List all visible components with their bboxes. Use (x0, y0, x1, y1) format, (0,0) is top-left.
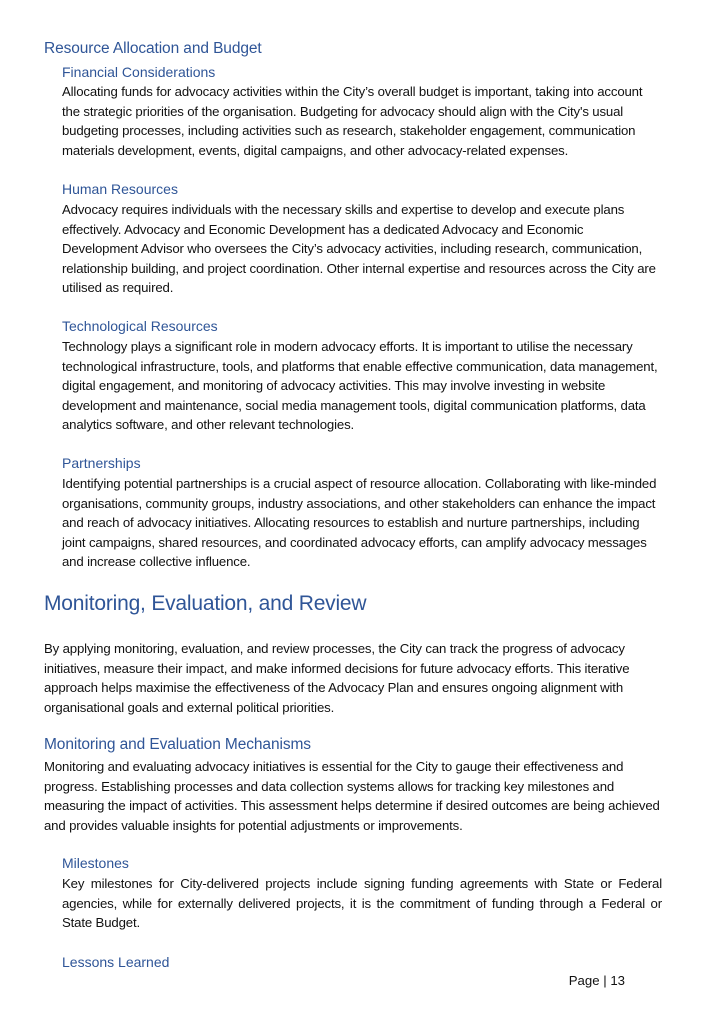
subheading-technological-resources: Technological Resources (62, 318, 218, 334)
subheading-milestones: Milestones (62, 855, 129, 871)
subheading-human-resources: Human Resources (62, 181, 178, 197)
paragraph-milestones: Key milestones for City-delivered projects include signing funding agreements with State or Federal agencies, while for externally delivered projects, it is the commitment of funding through a Federal or State Budget. (62, 876, 662, 930)
page-number: Page | 13 (568, 973, 625, 988)
section-heading-resource-allocation: Resource Allocation and Budget (44, 40, 262, 57)
paragraph-partnerships: Identifying potential partnerships is a crucial aspect of resource allocation. Collaborating with like-minded organisations, community groups, industry associations, and other stakeholders can enhance the impact and reach of advocacy initiatives. Allocating resources to establish and nurture partnerships, including joint campaigns, shared resources, and coordinated advocacy efforts, can amplify advocacy messages and increase collective influence. (62, 476, 657, 569)
section-heading-monitoring: Monitoring, Evaluation, and Review (44, 592, 367, 615)
subheading-financial-considerations: Financial Considerations (62, 64, 216, 80)
subheading-lessons-learned: Lessons Learned (62, 954, 170, 970)
paragraph-monitoring-intro: By applying monitoring, evaluation, and review processes, the City can track the progress of advocacy initiatives, measure their impact, and make informed decisions for future advocacy efforts. This iterative approach helps maximise the effectiveness of the Advocacy Plan and ensures ongoing alignment with organisational goals and external political priorities. (44, 641, 630, 715)
paragraph-financial-considerations: Allocating funds for advocacy activities within the City’s overall budget is important, taking into account the strategic priorities of the organisation. Budgeting for advocacy should align with the City's usual budgeting processes, including activities such as research, stakeholder engagement, communication materials development, events, digital campaigns, and other advocacy-related expenses. (62, 84, 643, 158)
subheading-partnerships: Partnerships (62, 455, 141, 471)
paragraph-human-resources: Advocacy requires individuals with the necessary skills and expertise to develop and execute plans effectively. Advocacy and Economic Development has a dedicated Advocacy and Economic Development Advisor who oversees the City’s advocacy activities, including research, communication, relationship building, and project coordination. Other internal expertise and resources across the City are utilised as required. (62, 202, 656, 295)
paragraph-technological-resources: Technology plays a significant role in modern advocacy efforts. It is important to utilise the necessary technological infrastructure, tools, and platforms that enable effective communication, data management, digital engagement, and monitoring of advocacy activities. This may involve investing in website development and maintenance, social media management tools, digital communication platforms, data analytics software, and other relevant technologies. (62, 339, 658, 432)
paragraph-mechanisms: Monitoring and evaluating advocacy initiatives is essential for the City to gauge their effectiveness and progress. Establishing processes and data collection systems allows for tracking key milestones and measuring the impact of activities. This assessment helps determine if desired outcomes are being achieved and provides valuable insights for potential adjustments or improvements. (44, 759, 660, 833)
section-heading-mechanisms: Monitoring and Evaluation Mechanisms (44, 736, 311, 753)
